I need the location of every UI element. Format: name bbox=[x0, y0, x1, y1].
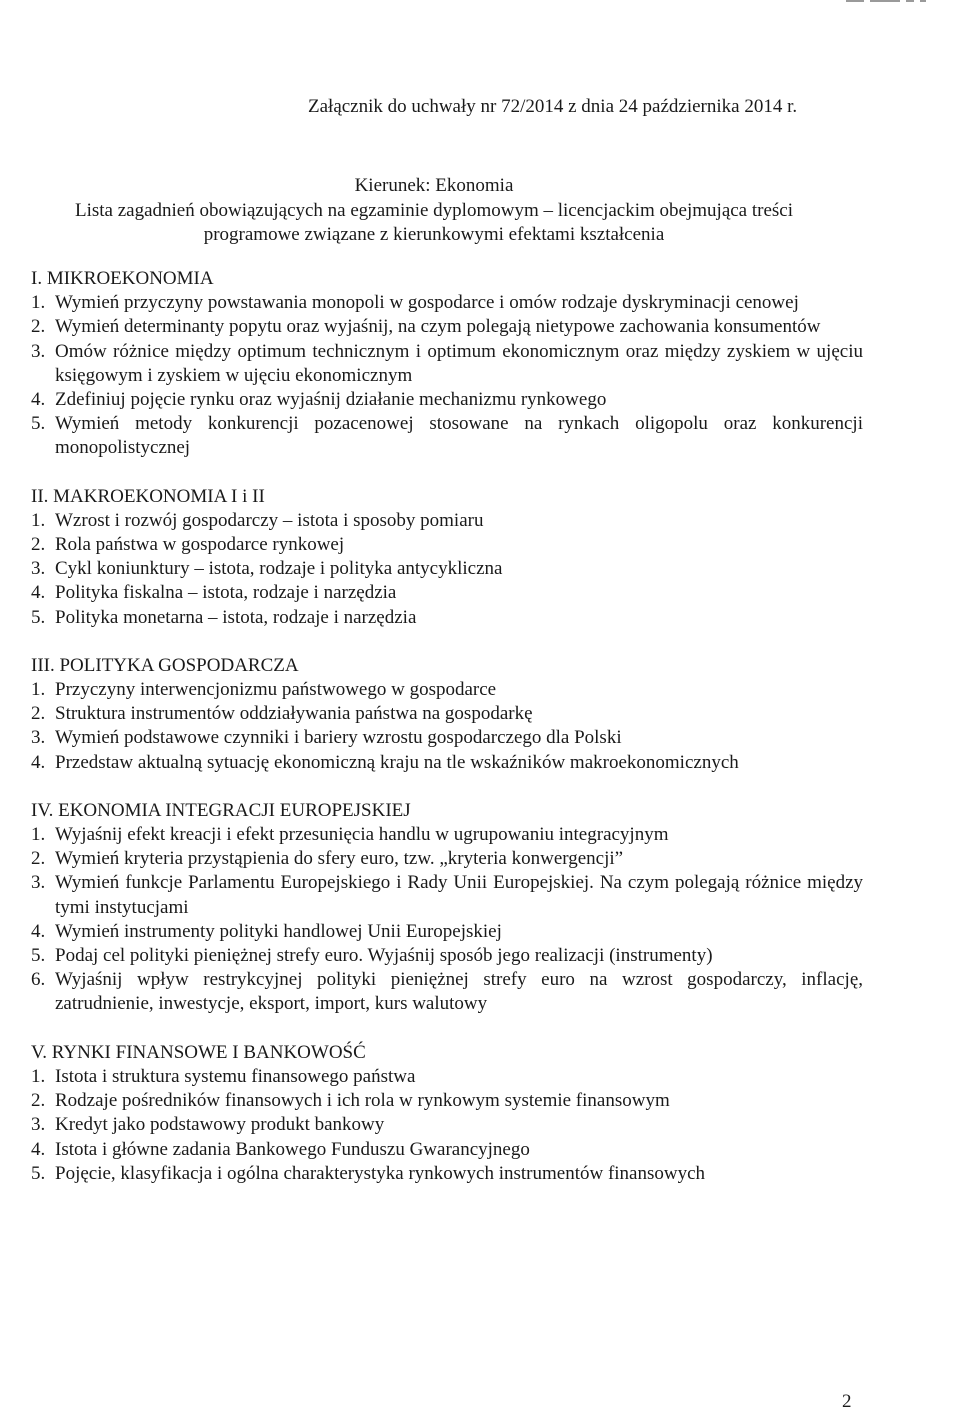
item-text: Wymień funkcje Parlamentu Europejskiego i Rady Unii Europejskiej. Na czym polegają różnice między tymi instytucjami bbox=[55, 872, 863, 918]
list-item bbox=[31, 847, 863, 871]
item-text: Wymień kryteria przystąpienia do sfery euro, tzw. „kryteria konwergencji” bbox=[55, 848, 624, 870]
list-item bbox=[31, 726, 863, 750]
item-number: 4. bbox=[31, 389, 46, 411]
list-item bbox=[31, 920, 863, 944]
item-number: 2. bbox=[31, 1090, 46, 1112]
item-number: 6. bbox=[31, 969, 46, 991]
item-number: 5. bbox=[31, 1162, 46, 1184]
list-item bbox=[31, 1065, 863, 1089]
list-item bbox=[31, 823, 863, 847]
item-text: Wyjaśnij efekt kreacji i efekt przesunięcia handlu w ugrupowaniu integracyjnym bbox=[55, 824, 669, 846]
list-item bbox=[31, 1162, 863, 1186]
list-item bbox=[31, 678, 863, 702]
item-text: Omów różnice między optimum technicznym i optimum ekonomicznym oraz między zyskiem w ujęciu księgowym i zyskiem w ujęciu ekonomicznym bbox=[55, 340, 863, 386]
item-number: 1. bbox=[31, 824, 46, 846]
list-item bbox=[31, 581, 863, 605]
item-text: Polityka monetarna – istota, rodzaje i narzędzia bbox=[55, 606, 417, 628]
title-line-1: Kierunek: Ekonomia bbox=[354, 175, 514, 196]
item-text: Istota i główne zadania Bankowego Funduszu Gwarancyjnego bbox=[55, 1138, 530, 1160]
list-item bbox=[31, 388, 863, 412]
list-item bbox=[31, 1089, 863, 1113]
title-line-3: programowe związane z kierunkowymi efektami kształcenia bbox=[203, 224, 665, 245]
section bbox=[31, 1041, 863, 1186]
section-heading: III. POLITYKA GOSPODARCZA bbox=[31, 654, 299, 676]
list-item bbox=[31, 944, 863, 968]
item-text: Pojęcie, klasyfikacja i ogólna charakterystyka rynkowych instrumentów finansowych bbox=[55, 1162, 706, 1184]
title-line-2: Lista zagadnień obowiązujących na egzaminie dyplomowym – licencjackim obejmująca treści bbox=[74, 199, 794, 221]
item-text: Zdefiniuj pojęcie rynku oraz wyjaśnij działanie mechanizmu rynkowego bbox=[55, 389, 607, 411]
item-number: 1. bbox=[31, 509, 46, 531]
topic-list bbox=[31, 1065, 863, 1186]
item-text: Wymień instrumenty polityki handlowej Unii Europejskiej bbox=[55, 920, 502, 942]
item-text: Rodzaje pośredników finansowych i ich rola w rynkowym systemie finansowym bbox=[55, 1090, 670, 1112]
item-number: 1. bbox=[31, 1065, 46, 1087]
section-heading: I. MIKROEKONOMIA bbox=[31, 268, 214, 289]
scan-corner-mark bbox=[840, 0, 960, 4]
list-item bbox=[31, 533, 863, 557]
item-number: 2. bbox=[31, 316, 46, 338]
item-text: Cykl koniunktury – istota, rodzaje i polityka antycykliczna bbox=[55, 558, 503, 580]
item-text: Istota i struktura systemu finansowego państwa bbox=[55, 1065, 416, 1087]
list-item bbox=[31, 751, 863, 775]
list-item bbox=[31, 968, 863, 1016]
item-text: Wymień podstawowe czynniki i bariery wzrostu gospodarczego dla Polski bbox=[55, 727, 622, 749]
item-number: 1. bbox=[31, 679, 46, 701]
item-text: Wyjaśnij wpływ restrykcyjnej polityki pieniężnej strefy euro na wzrost gospodarczy, inflację, zatrudnienie, inwestycje, eksport, import, kurs walutowy bbox=[55, 969, 863, 1015]
topic-list bbox=[31, 678, 863, 775]
item-number: 4. bbox=[31, 1138, 46, 1160]
item-number: 4. bbox=[31, 920, 46, 942]
item-number: 5. bbox=[31, 606, 46, 628]
item-number: 1. bbox=[31, 292, 46, 314]
list-item bbox=[31, 702, 863, 726]
section bbox=[31, 267, 863, 461]
section bbox=[31, 799, 863, 1017]
topic-list bbox=[31, 823, 863, 1017]
section-heading: II. MAKROEKONOMIA I i II bbox=[31, 485, 265, 507]
item-text: Wymień determinanty popytu oraz wyjaśnij, na czym polegają nietypowe zachowania konsumentów bbox=[55, 316, 821, 338]
section-heading: IV. EKONOMIA INTEGRACJI EUROPEJSKIEJ bbox=[31, 799, 411, 821]
item-text: Wzrost i rozwój gospodarczy – istota i sposoby pomiaru bbox=[55, 509, 484, 531]
annex-header: Załącznik do uchwały nr 72/2014 z dnia 24 października 2014 r. bbox=[308, 96, 798, 117]
topic-list bbox=[31, 509, 863, 630]
list-item bbox=[31, 509, 863, 533]
document-title bbox=[0, 174, 868, 248]
item-text: Rola państwa w gospodarce rynkowej bbox=[55, 534, 345, 556]
item-number: 3. bbox=[31, 727, 46, 749]
item-number: 2. bbox=[31, 848, 46, 870]
item-text: Wymień metody konkurencji pozacenowej stosowane na rynkach oligopolu oraz konkurencji monopolistycznej bbox=[55, 413, 863, 459]
item-text: Przyczyny interwencjonizmu państwowego w gospodarce bbox=[55, 679, 497, 701]
item-number: 5. bbox=[31, 945, 46, 967]
item-number: 2. bbox=[31, 703, 46, 725]
section bbox=[31, 654, 863, 775]
item-text: Podaj cel polityki pieniężnej strefy euro. Wyjaśnij sposób jego realizacji (instrumenty) bbox=[55, 945, 713, 967]
list-item bbox=[31, 871, 863, 919]
item-number: 3. bbox=[31, 558, 46, 580]
topics-list bbox=[31, 267, 863, 1186]
item-number: 4. bbox=[31, 751, 46, 773]
list-item bbox=[31, 1138, 863, 1162]
item-text: Wymień przyczyny powstawania monopoli w gospodarce i omów rodzaje dyskryminacji cenowej bbox=[55, 292, 799, 314]
item-text: Kredyt jako podstawowy produkt bankowy bbox=[55, 1114, 385, 1136]
item-text: Polityka fiskalna – istota, rodzaje i narzędzia bbox=[55, 582, 397, 604]
item-text: Przedstaw aktualną sytuację ekonomiczną kraju na tle wskaźników makroekonomicznych bbox=[55, 751, 739, 773]
item-text: Struktura instrumentów oddziaływania państwa na gospodarkę bbox=[55, 703, 533, 725]
item-number: 3. bbox=[31, 340, 46, 362]
list-item bbox=[31, 1113, 863, 1137]
list-item bbox=[31, 557, 863, 581]
list-item bbox=[31, 606, 863, 630]
list-item bbox=[31, 412, 863, 460]
item-number: 3. bbox=[31, 1114, 46, 1136]
section-heading: V. RYNKI FINANSOWE I BANKOWOŚĆ bbox=[31, 1041, 366, 1063]
list-item bbox=[31, 315, 863, 339]
item-number: 3. bbox=[31, 872, 46, 894]
item-number: 4. bbox=[31, 582, 46, 604]
list-item bbox=[31, 340, 863, 388]
topic-list bbox=[31, 291, 863, 460]
page-number: 2 bbox=[842, 1391, 852, 1412]
section bbox=[31, 485, 863, 630]
item-number: 2. bbox=[31, 534, 46, 556]
list-item bbox=[31, 291, 863, 315]
item-number: 5. bbox=[31, 413, 46, 435]
